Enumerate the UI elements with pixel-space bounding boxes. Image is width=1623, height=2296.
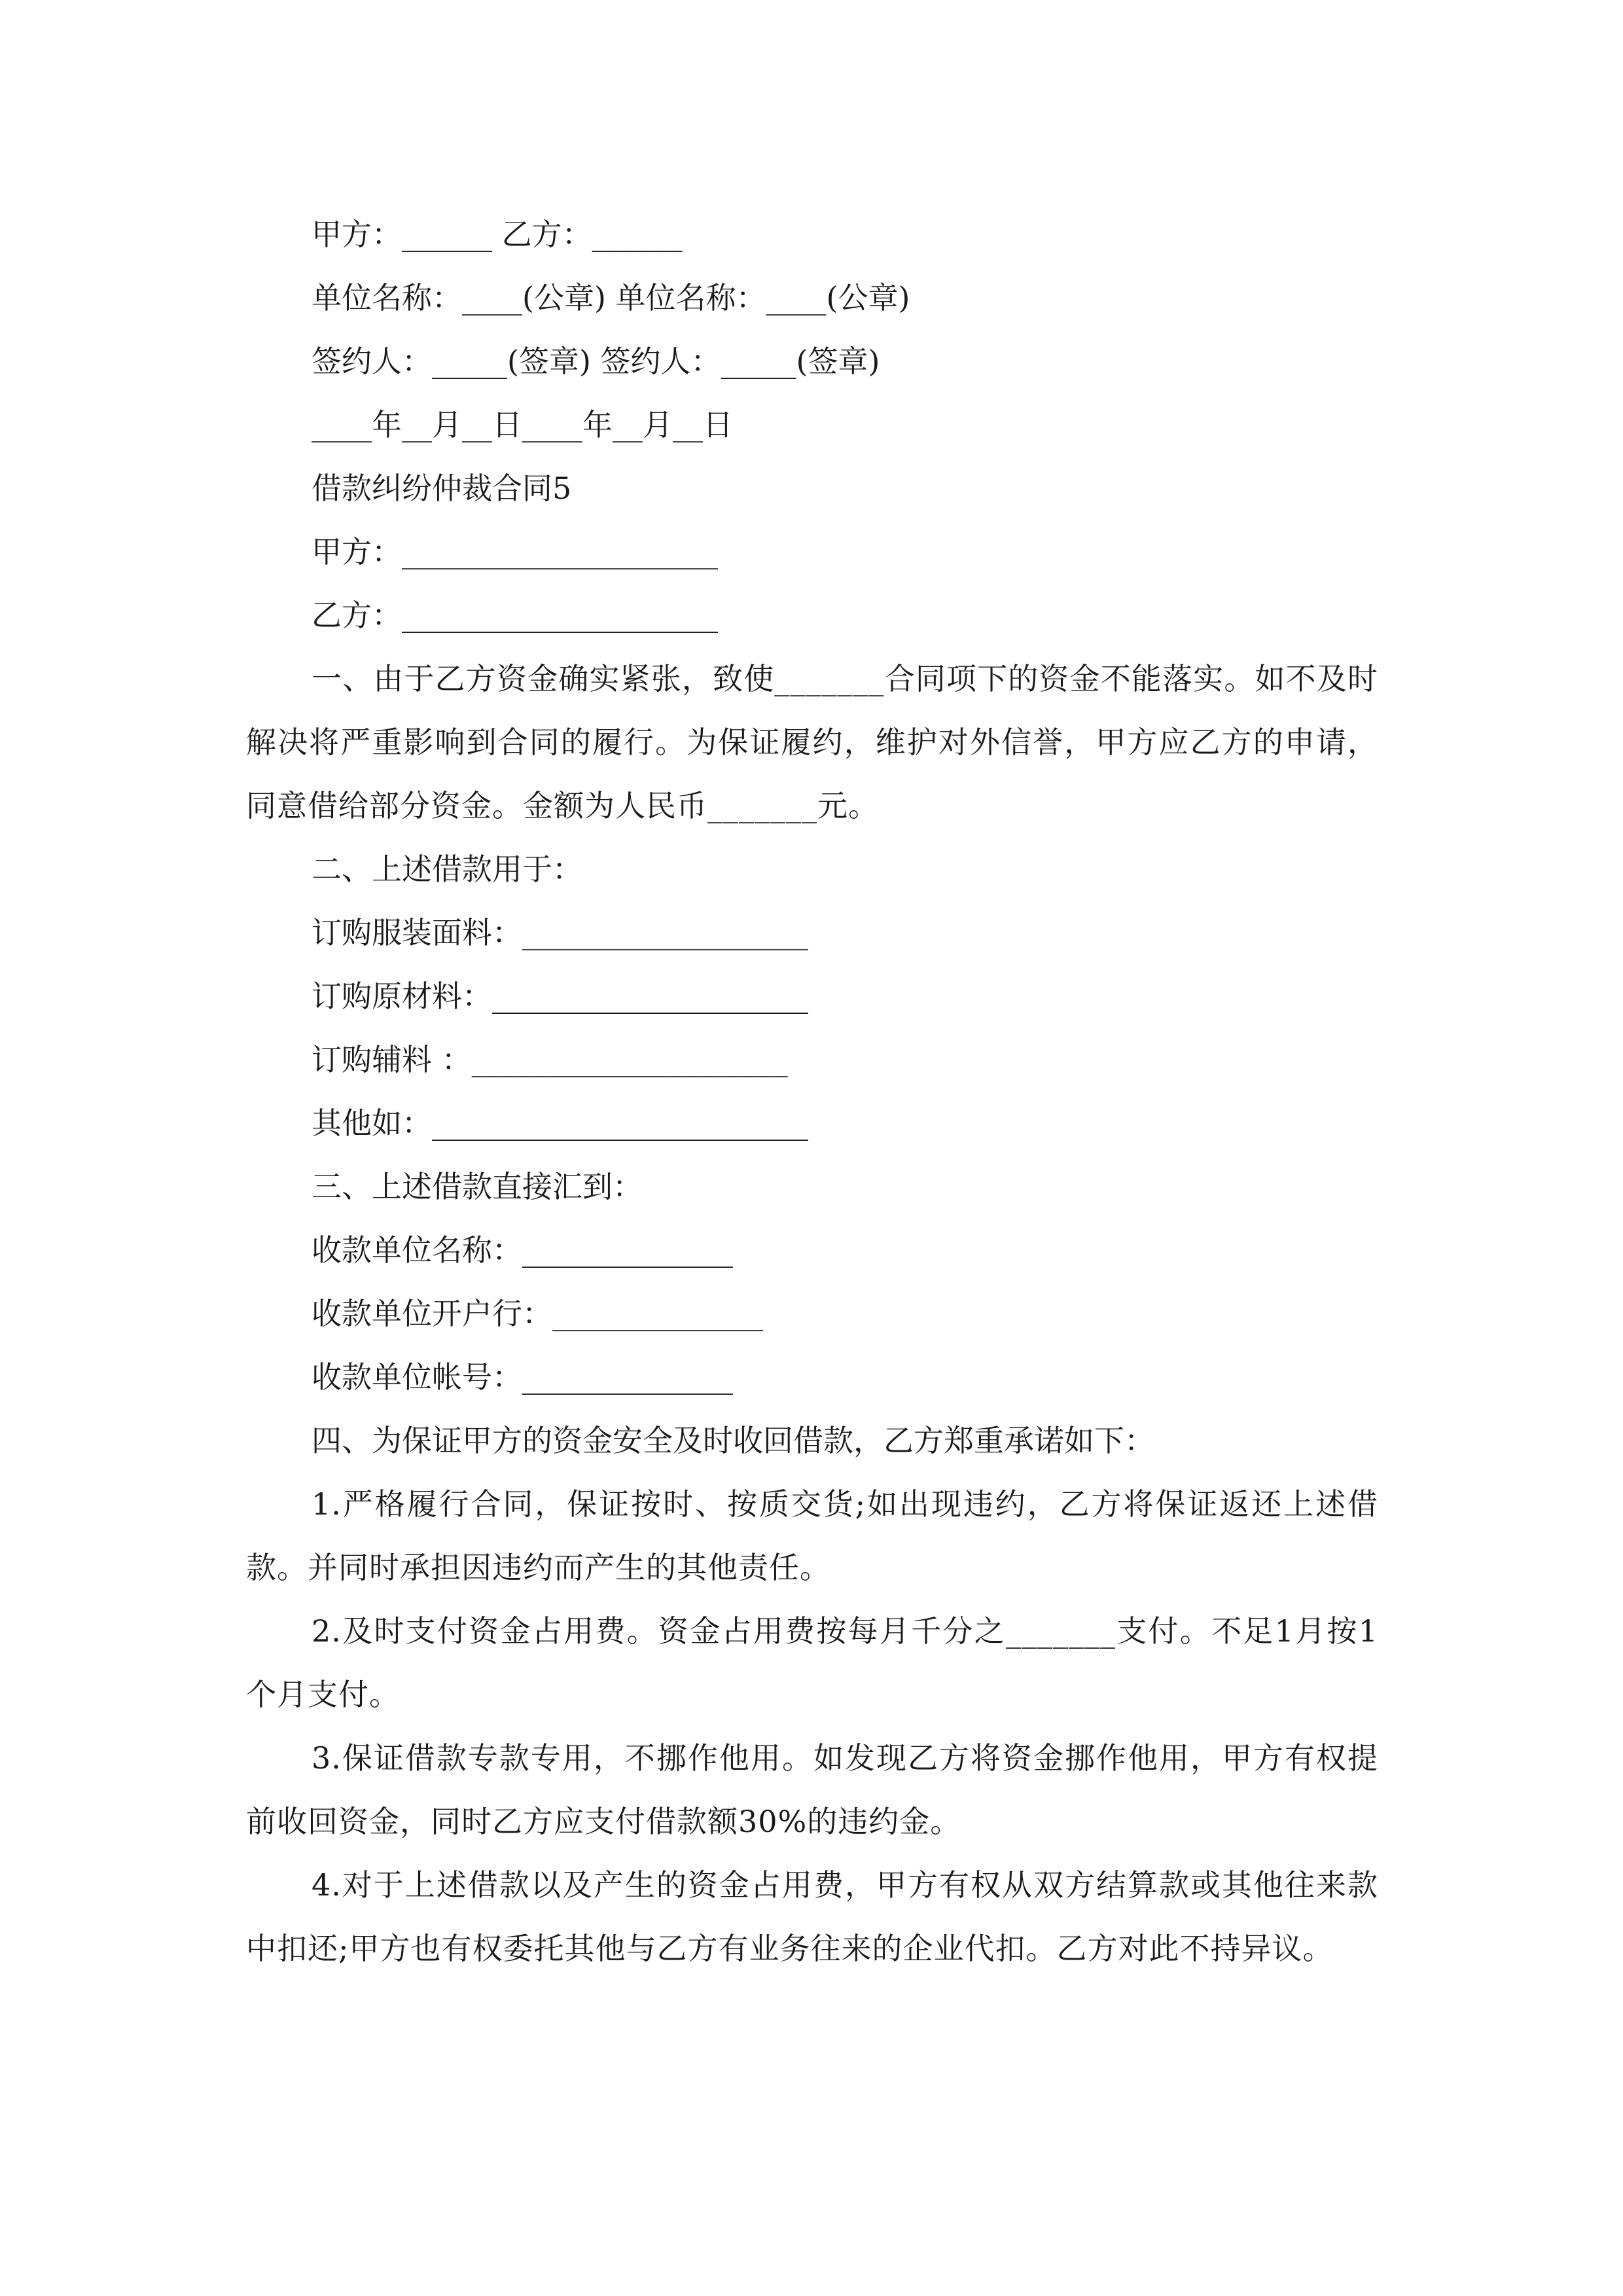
party-b-line: 乙方：_____________________ <box>312 598 718 633</box>
clause-4-item: 3.保证借款专款专用，不挪作他用。如发现乙方将资金挪作他用，甲方有权提前收回资金，同时乙方应支付借款额30%的违约金。 <box>246 1740 1378 1839</box>
clause-2-heading: 二、上述借款用于： <box>312 852 582 887</box>
clause-2-raw-material: 订购原材料：_____________________ <box>312 978 808 1014</box>
signatory-line: 签约人：_____(签章) 签约人：_____(签章) <box>312 344 880 379</box>
date-line: ____年__月__日____年__月__日 <box>312 407 733 442</box>
clause-3-payee-name: 收款单位名称：______________ <box>312 1232 733 1268</box>
clause-2-fabric: 订购服装面料：___________________ <box>312 915 808 950</box>
contract-title: 借款纠纷仲裁合同5 <box>312 471 572 506</box>
unit-name-line: 单位名称：____(公章) 单位名称：____(公章) <box>312 280 910 315</box>
clause-3-payee-account: 收款单位帐号：______________ <box>312 1359 733 1395</box>
clause-2-other: 其他如：_________________________ <box>312 1105 808 1141</box>
clause-3-payee-bank: 收款单位开户行：______________ <box>312 1296 763 1331</box>
clause-4-item: 4.对于上述借款以及产生的资金占用费，甲方有权从双方结算款或其他往来款中扣还;甲方也有权委托其他与乙方有业务往来的企业代扣。乙方对此不持异议。 <box>246 1867 1378 1966</box>
clause-3-heading: 三、上述借款直接汇到： <box>312 1169 643 1204</box>
party-a-line: 甲方：_____________________ <box>312 534 718 569</box>
clause-4-item: 2.及时支付资金占用费。资金占用费按每月千分之_______支付。不足1月按1个月支付。 <box>246 1613 1378 1712</box>
clause-1: 一、由于乙方资金确实紧张，致使_______合同项下的资金不能落实。如不及时解决将严重影响到合同的履行。为保证履约，维护对外信誉，甲方应乙方的申请，同意借给部分资金。金额为人民币_______元。 <box>246 661 1378 823</box>
clause-2-accessories: 订购辅料 ：_____________________ <box>312 1042 788 1077</box>
party-line: 甲方：______ 乙方：______ <box>312 217 683 252</box>
clause-4-heading: 四、为保证甲方的资金安全及时收回借款，乙方郑重承诺如下： <box>312 1423 1154 1458</box>
document-body <box>246 203 1378 1981</box>
clause-4-item: 1.严格履行合同，保证按时、按质交货;如出现违约，乙方将保证返还上述借款。并同时承担因违约而产生的其他责任。 <box>246 1486 1378 1585</box>
